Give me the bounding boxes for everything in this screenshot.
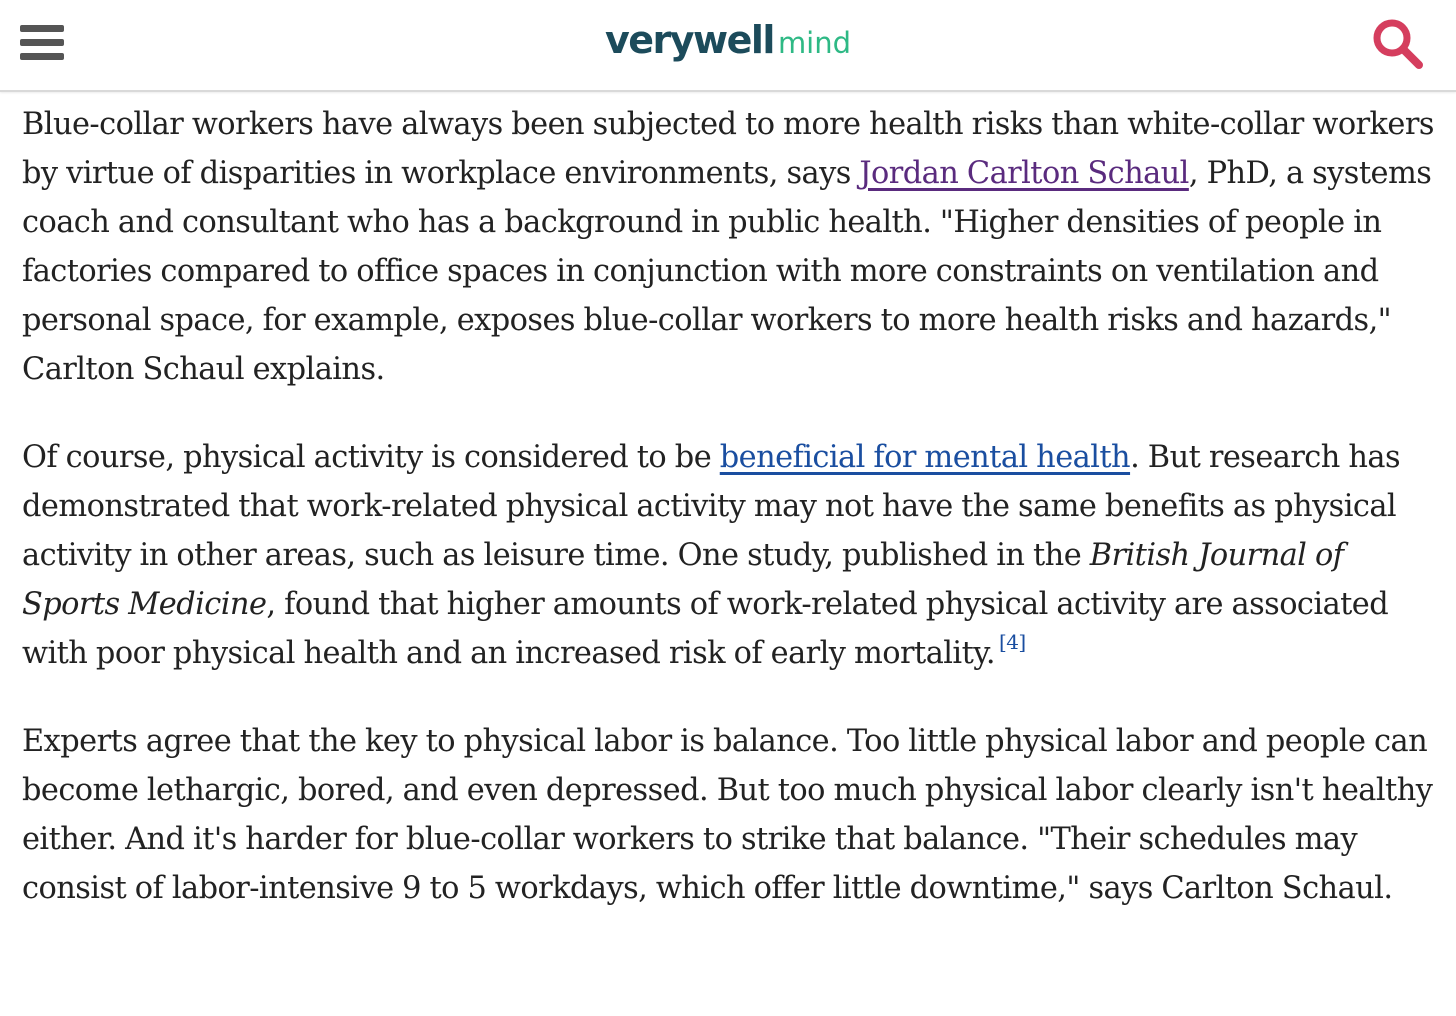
p2-text-before-link: Of course, physical activity is considered to be [22,440,720,475]
p2-text-after-journal: , found that higher amounts of work-related physical activity are associated with poor physical health and an increased risk of early mortality. [22,587,1389,671]
article-body [22,100,1436,952]
citation-link[interactable]: [4] [998,630,1026,654]
site-logo[interactable] [0,18,1456,62]
paragraph-3 [22,717,1436,913]
journal-title: British Journal of Sports Medicine [22,538,1344,622]
site-header [0,0,1456,92]
mental-health-link[interactable]: beneficial for mental health [719,440,1131,475]
search-icon[interactable] [1370,16,1426,72]
paragraph-2 [22,433,1436,678]
p3-text: Experts agree that the key to physical labor is balance. Too little physical labor and people can become lethargic, bored, and even depressed. But too much physical labor clearly isn't healthy either. And it's harder for blue-collar workers to strike that balance. "Their schedules may consist of labor-intensive 9 to 5 workdays, which offer little downtime," says Carlton Schaul. [22,724,1433,906]
logo-brand-sub: mind [777,26,852,60]
p2-text-middle: . But research has demonstrated that work-related physical activity may not have the same benefits as physical activity in other areas, such as leisure time. One study, published in the [22,440,1401,573]
p1-text-before-link: Blue-collar workers have always been subjected to more health risks than white-collar workers by virtue of disparities in workplace environments, says [22,107,1434,191]
p1-text-after-link: , PhD, a systems coach and consultant who has a background in public health. "Higher densities of people in factories compared to office spaces in conjunction with more constraints on ventilation and personal space, for example, exposes blue-collar workers to more health risks and hazards," Carlton Schaul explains. [22,156,1432,387]
author-link[interactable]: Jordan Carlton Schaul [859,156,1189,191]
logo-brand-main: verywell [604,18,774,62]
paragraph-1 [22,100,1436,394]
